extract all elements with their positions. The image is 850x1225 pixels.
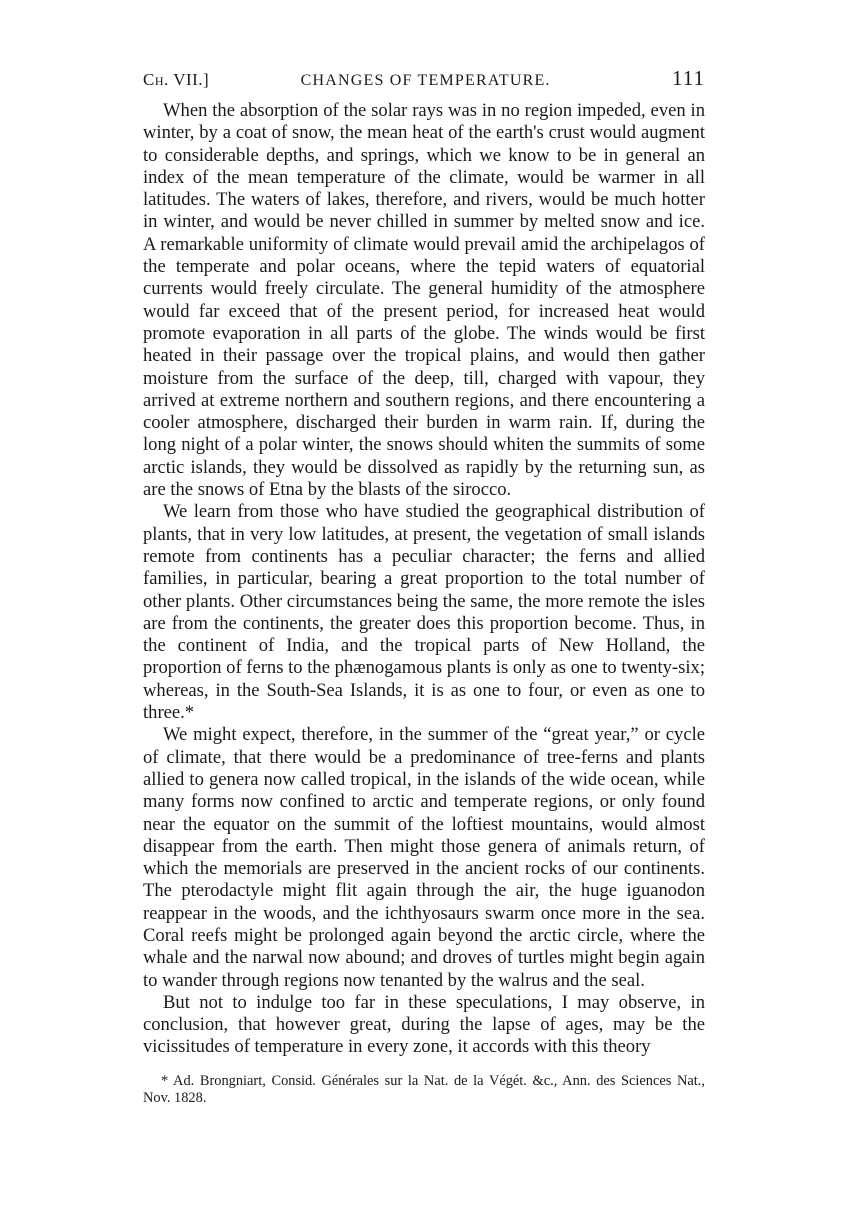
book-page <box>143 66 705 1107</box>
footnote-spacer <box>143 1059 705 1073</box>
page-title: CHANGES OF TEMPERATURE. <box>300 72 551 89</box>
paragraph-solar-absorption: When the absorption of the solar rays was in no region impeded, even in winter, by a coat of snow, the mean heat of the earth's crust would augment to considerable depths, and springs, which we know to be in general an index of the mean temperature of the climate, would be warmer in all latitudes. The waters of lakes, therefore, and rivers, would be much hotter in winter, and would be never chilled in summer by melted snow and ice. A remarkable uniformity of climate would prevail amid the archipelagos of the temperate and polar oceans, where the tepid waters of equatorial currents would freely circulate. The general humidity of the atmosphere would far exceed that of the present period, for increased heat would promote evaporation in all parts of the globe. The winds would be first heated in their passage over the tropical plains, and would then gather moisture from the surface of the deep, till, charged with vapour, they arrived at extreme northern and southern regions, and there encountering a cooler atmosphere, discharged their burden in warm rain. If, during the long night of a polar winter, the snows should whiten the summits of some arctic islands, they would be dissolved as rapidly by the returning sun, as are the snows of Etna by the blasts of the sirocco. <box>143 100 705 501</box>
paragraph-conclusion: But not to indulge too far in these speculations, I may observe, in conclusion, that however great, during the lapse of ages, may be the vicissitudes of temperature in every zone, it accords with this theory <box>143 991 705 1058</box>
running-head <box>143 66 705 100</box>
paragraph-plant-distribution: We learn from those who have studied the geographical distribution of plants, that in very low latitudes, at present, the vegetation of small islands remote from continents has a peculiar character; the ferns and allied families, in particular, bearing a great proportion to the total number of other plants. Other circumstances being the same, the more remote the isles are from the continents, the greater does this proportion become. Thus, in the continent of India, and the tropical parts of New Holland, the proportion of ferns to the phænogamous plants is only as one to twenty-six; whereas, in the South-Sea Islands, it is as one to four, or even as one to three.* <box>143 501 705 724</box>
page-number: 111 <box>672 66 705 90</box>
body-text <box>143 100 705 1059</box>
paragraph-great-year: We might expect, therefore, in the summer of the “great year,” or cycle of climate, that there would be a predominance of tree-ferns and plants allied to genera now called tropical, in the islands of the wide ocean, while many forms now confined to arctic and temperate regions, or only found near the equator on the summit of the loftiest mountains, would almost disappear from the earth. Then might those genera of animals return, of which the memorials are preserved in the ancient rocks of our continents. The pterodactyle might flit again through the air, the huge iguanodon reappear in the woods, and the ichthyosaurs swarm once more in the sea. Coral reefs might be prolonged again beyond the arctic circle, where the whale and the narwal now abound; and droves of turtles might begin again to wander through regions now tenanted by the walrus and the seal. <box>143 724 705 991</box>
chapter-label: Ch. VII.] <box>143 70 210 89</box>
footnote-text: * Ad. Brongniart, Consid. Générales sur la Nat. de la Végét. &c., Ann. des Sciences Nat., Nov. 1828. <box>143 1072 705 1106</box>
footnote <box>143 1073 705 1107</box>
